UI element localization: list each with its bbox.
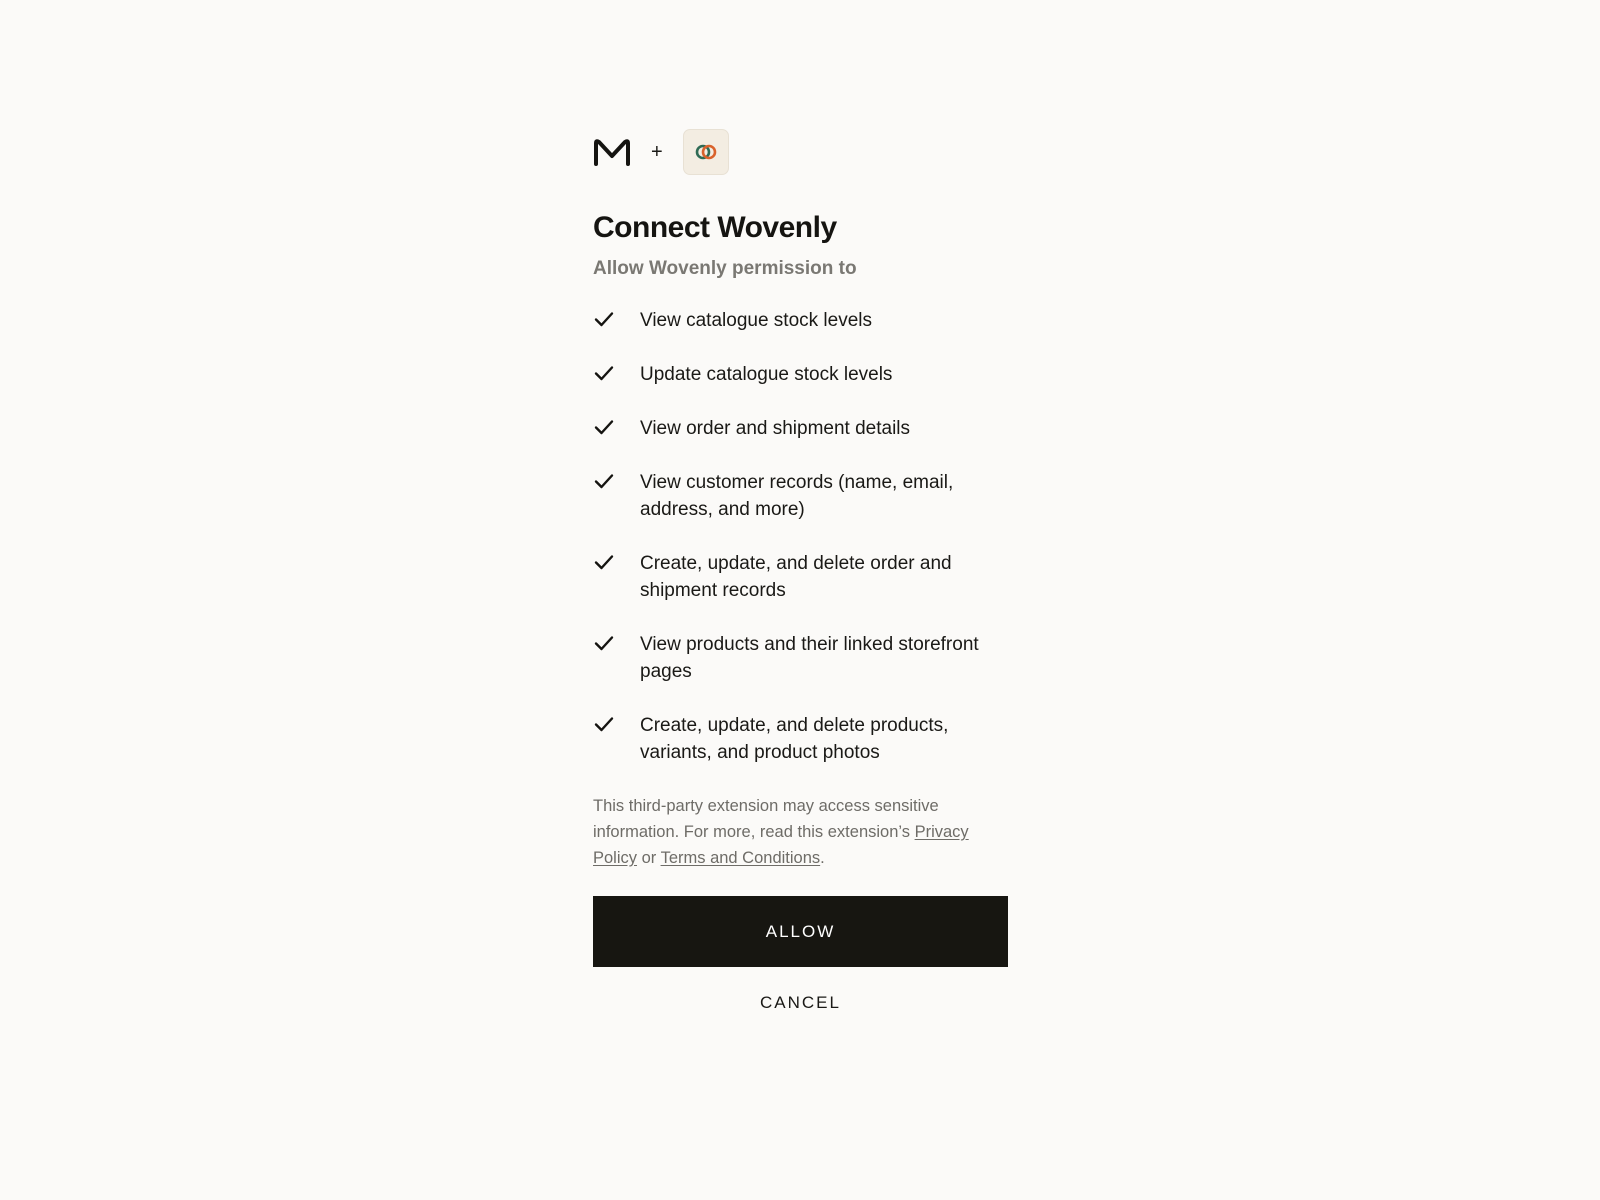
permission-text: View order and shipment details bbox=[640, 418, 911, 439]
permission-text: View products and their linked storefront pages bbox=[640, 634, 979, 682]
checkmark-icon bbox=[593, 308, 615, 330]
privacy-policy-link[interactable]: Privacy Policy bbox=[593, 823, 969, 867]
permission-text: View catalogue stock levels bbox=[640, 310, 872, 331]
checkmark-icon bbox=[593, 713, 615, 735]
page-subtitle: Allow Wovenly permission to bbox=[593, 258, 857, 279]
page-title: Connect Wovenly bbox=[593, 211, 837, 244]
connect-panel bbox=[593, 128, 1007, 1016]
permission-item bbox=[593, 550, 1007, 604]
permission-item bbox=[593, 361, 1007, 388]
permission-text: Create, update, and delete products, variants, and product photos bbox=[640, 715, 949, 763]
disclaimer-text-between: or bbox=[637, 849, 661, 867]
cancel-button[interactable]: CANCEL bbox=[593, 990, 1008, 1016]
plus-sign: + bbox=[651, 140, 663, 163]
permission-text: Create, update, and delete order and shipment records bbox=[640, 553, 952, 601]
permission-item bbox=[593, 307, 1007, 334]
logo-row bbox=[593, 128, 1007, 175]
permission-text: View customer records (name, email, address, and more) bbox=[640, 472, 954, 520]
disclaimer-text bbox=[593, 793, 993, 871]
checkmark-icon bbox=[593, 362, 615, 384]
permission-list bbox=[593, 307, 1007, 766]
checkmark-icon bbox=[593, 470, 615, 492]
wovenly-logo-tile bbox=[683, 129, 729, 175]
disclaimer-text-before: This third-party extension may access sensitive information. For more, read this extension’s bbox=[593, 797, 939, 841]
permission-text: Update catalogue stock levels bbox=[640, 364, 893, 385]
allow-button[interactable]: ALLOW bbox=[593, 896, 1008, 967]
permission-item bbox=[593, 415, 1007, 442]
interlocking-rings-icon bbox=[694, 144, 718, 160]
terms-and-conditions-link[interactable]: Terms and Conditions bbox=[660, 849, 821, 867]
permission-item bbox=[593, 712, 1007, 766]
permission-item bbox=[593, 469, 1007, 523]
checkmark-icon bbox=[593, 632, 615, 654]
checkmark-icon bbox=[593, 416, 615, 438]
m-logo-icon bbox=[593, 137, 631, 167]
checkmark-icon bbox=[593, 551, 615, 573]
disclaimer-text-after: . bbox=[820, 849, 825, 867]
permission-item bbox=[593, 631, 1007, 685]
